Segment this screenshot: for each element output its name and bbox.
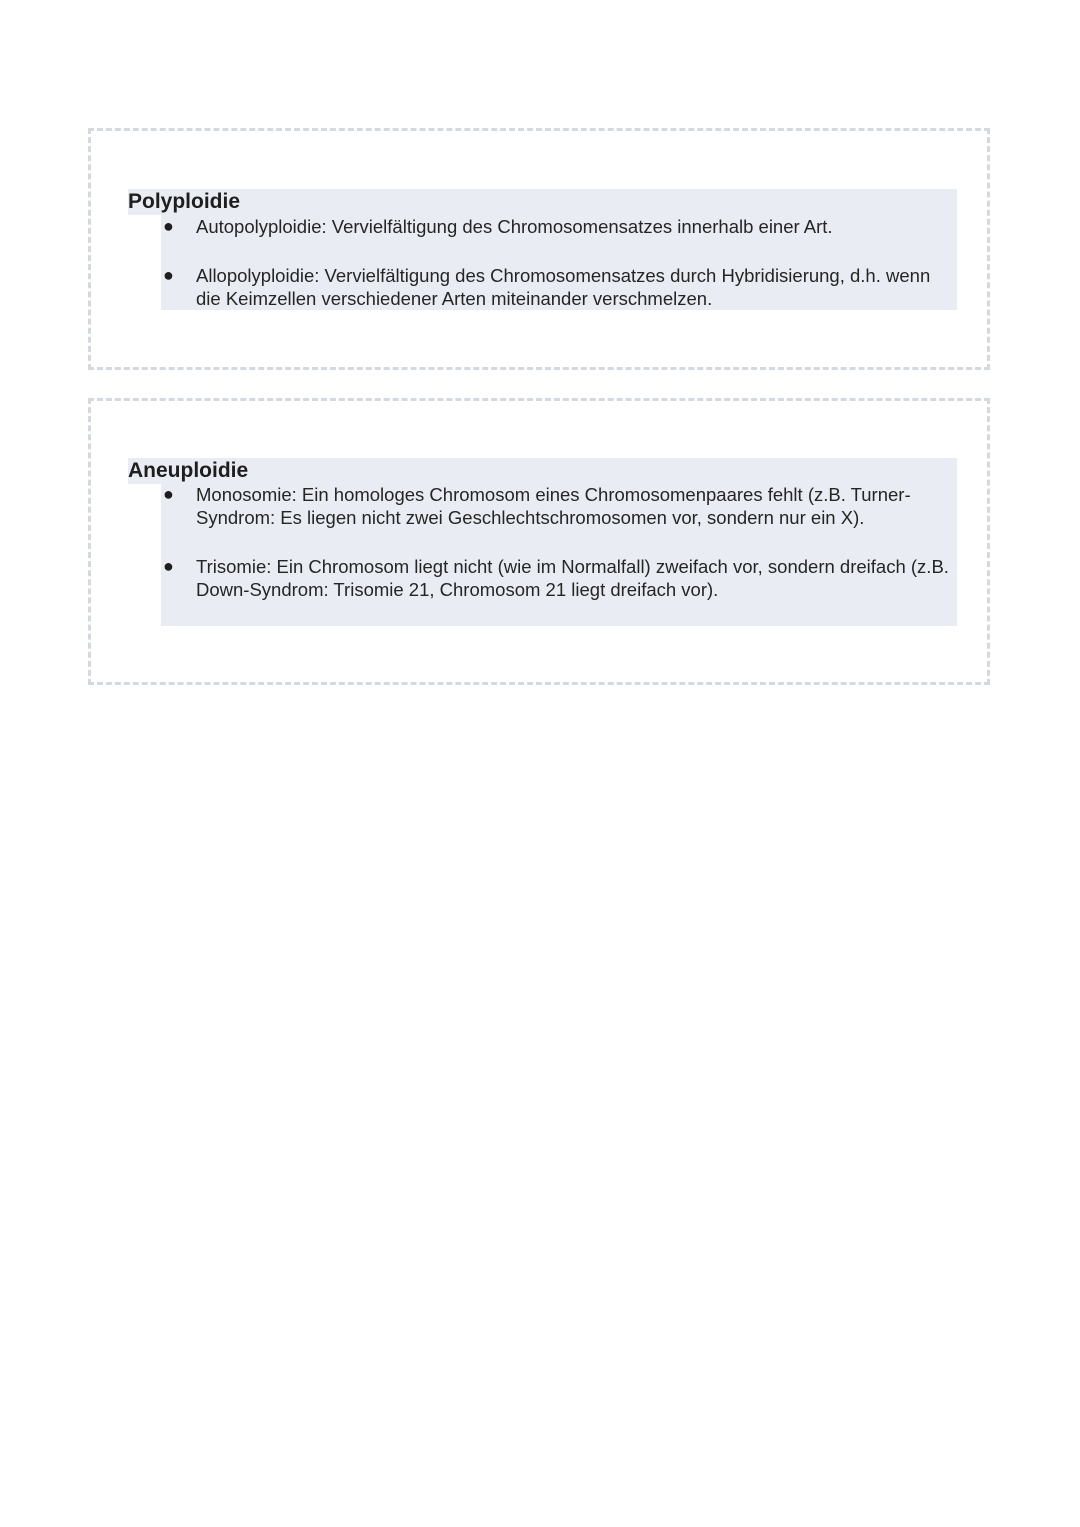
list-item-text: Trisomie: Ein Chromosom liegt nicht (wie im Normalfall) zweifach vor, sondern dreifach (z.B. Down-Syndrom: Trisomie 21, Chromosom 21 liegt dreifach vor). [196,556,949,600]
list-item [161,215,957,238]
list-item-text: Monosomie: Ein homologes Chromosom eines Chromosomenpaares fehlt (z.B. Turner-Syndrom: Es liegen nicht zwei Geschlechtschromosomen vor, sondern nur ein X). [196,484,911,528]
aneuploidie-card [88,398,990,685]
list-item [161,264,957,310]
bullet-icon: ● [163,484,174,504]
definition-list [161,215,957,310]
bullet-icon: ● [163,265,174,285]
section-heading: Aneuploidie [128,458,252,484]
polyploidie-card [88,128,990,370]
definition-list [161,483,957,601]
list-item-text: Allopolyploidie: Vervielfältigung des Chromosomensatzes durch Hybridisierung, d.h. wenn die Keimzellen verschiedener Arten miteinander verschmelzen. [196,265,931,309]
bullet-icon: ● [163,216,174,236]
list-item-text: Autopolyploidie: Vervielfältigung des Chromosomensatzes innerhalb einer Art. [196,216,833,237]
list-item [161,483,957,529]
list-item [161,555,957,601]
section-heading: Polyploidie [128,189,244,215]
bullet-icon: ● [163,556,174,576]
